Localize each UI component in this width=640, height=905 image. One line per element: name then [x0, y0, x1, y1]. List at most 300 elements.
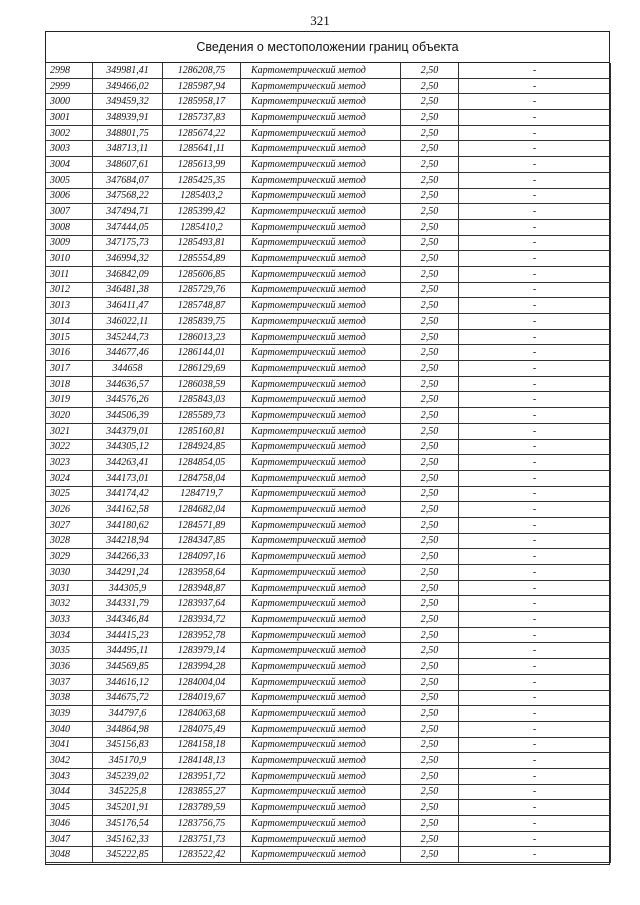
method-cell: Картометрический метод: [241, 486, 401, 502]
y-coordinate-cell: 1286144,01: [163, 345, 241, 361]
table-row: [46, 188, 611, 204]
accuracy-cell: 2,50: [401, 78, 459, 94]
note-cell: -: [459, 408, 611, 424]
y-coordinate-cell: 1286013,23: [163, 329, 241, 345]
y-coordinate-cell: 1285160,81: [163, 423, 241, 439]
note-cell: -: [459, 204, 611, 220]
note-cell: -: [459, 141, 611, 157]
method-cell: Картометрический метод: [241, 314, 401, 330]
method-cell: Картометрический метод: [241, 580, 401, 596]
method-cell: Картометрический метод: [241, 251, 401, 267]
note-cell: -: [459, 768, 611, 784]
x-coordinate-cell: 344616,12: [93, 674, 163, 690]
y-coordinate-cell: 1284097,16: [163, 549, 241, 565]
point-number-cell: 3032: [46, 596, 93, 612]
accuracy-cell: 2,50: [401, 580, 459, 596]
accuracy-cell: 2,50: [401, 141, 459, 157]
note-cell: -: [459, 188, 611, 204]
point-number-cell: 3040: [46, 721, 93, 737]
note-cell: -: [459, 345, 611, 361]
accuracy-cell: 2,50: [401, 517, 459, 533]
method-cell: Картометрический метод: [241, 94, 401, 110]
y-coordinate-cell: 1285554,89: [163, 251, 241, 267]
x-coordinate-cell: 345176,54: [93, 816, 163, 832]
x-coordinate-cell: 345239,02: [93, 768, 163, 784]
table-row: [46, 753, 611, 769]
method-cell: Картометрический метод: [241, 125, 401, 141]
point-number-cell: 3010: [46, 251, 93, 267]
y-coordinate-cell: 1285613,99: [163, 157, 241, 173]
x-coordinate-cell: 344864,98: [93, 721, 163, 737]
section-title: Сведения о местоположении границ объекта: [46, 32, 609, 63]
point-number-cell: 3029: [46, 549, 93, 565]
y-coordinate-cell: 1285958,17: [163, 94, 241, 110]
method-cell: Картометрический метод: [241, 612, 401, 628]
y-coordinate-cell: 1283522,42: [163, 847, 241, 863]
method-cell: Картометрический метод: [241, 627, 401, 643]
table-row: [46, 172, 611, 188]
point-number-cell: 3004: [46, 157, 93, 173]
note-cell: -: [459, 549, 611, 565]
x-coordinate-cell: 346411,47: [93, 298, 163, 314]
table-row: [46, 565, 611, 581]
accuracy-cell: 2,50: [401, 768, 459, 784]
accuracy-cell: 2,50: [401, 439, 459, 455]
note-cell: -: [459, 314, 611, 330]
x-coordinate-cell: 347684,07: [93, 172, 163, 188]
accuracy-cell: 2,50: [401, 94, 459, 110]
y-coordinate-cell: 1284854,05: [163, 455, 241, 471]
note-cell: -: [459, 831, 611, 847]
table-row: [46, 141, 611, 157]
method-cell: Картометрический метод: [241, 361, 401, 377]
x-coordinate-cell: 345170,9: [93, 753, 163, 769]
table-row: [46, 298, 611, 314]
note-cell: -: [459, 298, 611, 314]
accuracy-cell: 2,50: [401, 157, 459, 173]
method-cell: Картометрический метод: [241, 439, 401, 455]
point-number-cell: 3018: [46, 376, 93, 392]
x-coordinate-cell: 347175,73: [93, 235, 163, 251]
table-row: [46, 329, 611, 345]
point-number-cell: 3034: [46, 627, 93, 643]
note-cell: -: [459, 502, 611, 518]
coordinates-table-body: [46, 63, 611, 863]
table-row: [46, 831, 611, 847]
method-cell: Картометрический метод: [241, 784, 401, 800]
y-coordinate-cell: 1283951,72: [163, 768, 241, 784]
accuracy-cell: 2,50: [401, 298, 459, 314]
x-coordinate-cell: 349466,02: [93, 78, 163, 94]
accuracy-cell: 2,50: [401, 549, 459, 565]
y-coordinate-cell: 1285641,11: [163, 141, 241, 157]
note-cell: -: [459, 706, 611, 722]
method-cell: Картометрический метод: [241, 737, 401, 753]
point-number-cell: 3038: [46, 690, 93, 706]
y-coordinate-cell: 1285425,35: [163, 172, 241, 188]
note-cell: -: [459, 517, 611, 533]
y-coordinate-cell: 1283979,14: [163, 643, 241, 659]
method-cell: Картометрический метод: [241, 721, 401, 737]
point-number-cell: 3041: [46, 737, 93, 753]
table-row: [46, 235, 611, 251]
note-cell: -: [459, 235, 611, 251]
point-number-cell: 3005: [46, 172, 93, 188]
point-number-cell: 3014: [46, 314, 93, 330]
accuracy-cell: 2,50: [401, 408, 459, 424]
x-coordinate-cell: 345201,91: [93, 800, 163, 816]
table-row: [46, 674, 611, 690]
accuracy-cell: 2,50: [401, 565, 459, 581]
point-number-cell: 3030: [46, 565, 93, 581]
x-coordinate-cell: 346022,11: [93, 314, 163, 330]
accuracy-cell: 2,50: [401, 674, 459, 690]
method-cell: Картометрический метод: [241, 565, 401, 581]
accuracy-cell: 2,50: [401, 63, 459, 78]
y-coordinate-cell: 1284004,04: [163, 674, 241, 690]
accuracy-cell: 2,50: [401, 172, 459, 188]
note-cell: -: [459, 172, 611, 188]
table-row: [46, 847, 611, 863]
accuracy-cell: 2,50: [401, 376, 459, 392]
point-number-cell: 3013: [46, 298, 93, 314]
x-coordinate-cell: 344180,62: [93, 517, 163, 533]
y-coordinate-cell: 1283789,59: [163, 800, 241, 816]
point-number-cell: 2998: [46, 63, 93, 78]
method-cell: Картометрический метод: [241, 643, 401, 659]
table-row: [46, 659, 611, 675]
note-cell: -: [459, 251, 611, 267]
note-cell: -: [459, 94, 611, 110]
table-row: [46, 580, 611, 596]
y-coordinate-cell: 1284347,85: [163, 533, 241, 549]
y-coordinate-cell: 1285843,03: [163, 392, 241, 408]
table-row: [46, 266, 611, 282]
table-row: [46, 643, 611, 659]
point-number-cell: 3048: [46, 847, 93, 863]
accuracy-cell: 2,50: [401, 314, 459, 330]
point-number-cell: 3042: [46, 753, 93, 769]
table-row: [46, 392, 611, 408]
y-coordinate-cell: 1284924,85: [163, 439, 241, 455]
y-coordinate-cell: 1284682,04: [163, 502, 241, 518]
note-cell: -: [459, 219, 611, 235]
note-cell: -: [459, 361, 611, 377]
x-coordinate-cell: 344506,39: [93, 408, 163, 424]
point-number-cell: 2999: [46, 78, 93, 94]
x-coordinate-cell: 349981,41: [93, 63, 163, 78]
point-number-cell: 3033: [46, 612, 93, 628]
method-cell: Картометрический метод: [241, 470, 401, 486]
y-coordinate-cell: 1285729,76: [163, 282, 241, 298]
table-row: [46, 627, 611, 643]
accuracy-cell: 2,50: [401, 392, 459, 408]
table-row: [46, 612, 611, 628]
accuracy-cell: 2,50: [401, 282, 459, 298]
method-cell: Картометрический метод: [241, 768, 401, 784]
point-number-cell: 3012: [46, 282, 93, 298]
table-row: [46, 549, 611, 565]
note-cell: -: [459, 612, 611, 628]
y-coordinate-cell: 1283994,28: [163, 659, 241, 675]
method-cell: Картометрический метод: [241, 345, 401, 361]
y-coordinate-cell: 1285606,85: [163, 266, 241, 282]
note-cell: -: [459, 157, 611, 173]
table-row: [46, 125, 611, 141]
y-coordinate-cell: 1284075,49: [163, 721, 241, 737]
y-coordinate-cell: 1284571,89: [163, 517, 241, 533]
accuracy-cell: 2,50: [401, 706, 459, 722]
note-cell: -: [459, 753, 611, 769]
accuracy-cell: 2,50: [401, 188, 459, 204]
point-number-cell: 3047: [46, 831, 93, 847]
note-cell: -: [459, 690, 611, 706]
table-row: [46, 251, 611, 267]
y-coordinate-cell: 1286129,69: [163, 361, 241, 377]
point-number-cell: 3008: [46, 219, 93, 235]
note-cell: -: [459, 470, 611, 486]
method-cell: Картометрический метод: [241, 78, 401, 94]
point-number-cell: 3007: [46, 204, 93, 220]
y-coordinate-cell: 1285987,94: [163, 78, 241, 94]
note-cell: -: [459, 266, 611, 282]
y-coordinate-cell: 1284719,7: [163, 486, 241, 502]
table-row: [46, 768, 611, 784]
note-cell: -: [459, 125, 611, 141]
y-coordinate-cell: 1285493,81: [163, 235, 241, 251]
point-number-cell: 3031: [46, 580, 93, 596]
method-cell: Картометрический метод: [241, 298, 401, 314]
note-cell: -: [459, 533, 611, 549]
point-number-cell: 3009: [46, 235, 93, 251]
y-coordinate-cell: 1285839,75: [163, 314, 241, 330]
y-coordinate-cell: 1283948,87: [163, 580, 241, 596]
note-cell: -: [459, 329, 611, 345]
table-row: [46, 94, 611, 110]
x-coordinate-cell: 348939,91: [93, 110, 163, 126]
note-cell: -: [459, 423, 611, 439]
note-cell: -: [459, 659, 611, 675]
method-cell: Картометрический метод: [241, 800, 401, 816]
method-cell: Картометрический метод: [241, 110, 401, 126]
method-cell: Картометрический метод: [241, 172, 401, 188]
x-coordinate-cell: 344291,24: [93, 565, 163, 581]
note-cell: -: [459, 110, 611, 126]
table-row: [46, 345, 611, 361]
x-coordinate-cell: 344495,11: [93, 643, 163, 659]
table-row: [46, 533, 611, 549]
table-row: [46, 314, 611, 330]
note-cell: -: [459, 439, 611, 455]
accuracy-cell: 2,50: [401, 690, 459, 706]
accuracy-cell: 2,50: [401, 800, 459, 816]
table-row: [46, 282, 611, 298]
x-coordinate-cell: 344636,57: [93, 376, 163, 392]
accuracy-cell: 2,50: [401, 470, 459, 486]
point-number-cell: 3001: [46, 110, 93, 126]
table-row: [46, 816, 611, 832]
table-row: [46, 470, 611, 486]
x-coordinate-cell: 345156,83: [93, 737, 163, 753]
x-coordinate-cell: 347494,71: [93, 204, 163, 220]
accuracy-cell: 2,50: [401, 125, 459, 141]
x-coordinate-cell: 348801,75: [93, 125, 163, 141]
point-number-cell: 3028: [46, 533, 93, 549]
method-cell: Картометрический метод: [241, 517, 401, 533]
point-number-cell: 3025: [46, 486, 93, 502]
accuracy-cell: 2,50: [401, 266, 459, 282]
y-coordinate-cell: 1285410,2: [163, 219, 241, 235]
accuracy-cell: 2,50: [401, 219, 459, 235]
point-number-cell: 3015: [46, 329, 93, 345]
accuracy-cell: 2,50: [401, 816, 459, 832]
accuracy-cell: 2,50: [401, 423, 459, 439]
accuracy-cell: 2,50: [401, 753, 459, 769]
method-cell: Картометрический метод: [241, 329, 401, 345]
note-cell: -: [459, 376, 611, 392]
table-row: [46, 784, 611, 800]
note-cell: -: [459, 847, 611, 863]
coordinates-table: [45, 63, 611, 863]
method-cell: Картометрический метод: [241, 157, 401, 173]
method-cell: Картометрический метод: [241, 659, 401, 675]
note-cell: -: [459, 737, 611, 753]
table-row: [46, 361, 611, 377]
point-number-cell: 3017: [46, 361, 93, 377]
note-cell: -: [459, 455, 611, 471]
x-coordinate-cell: 344331,79: [93, 596, 163, 612]
accuracy-cell: 2,50: [401, 204, 459, 220]
table-row: [46, 376, 611, 392]
method-cell: Картометрический метод: [241, 63, 401, 78]
x-coordinate-cell: 344305,12: [93, 439, 163, 455]
x-coordinate-cell: 344415,23: [93, 627, 163, 643]
accuracy-cell: 2,50: [401, 502, 459, 518]
point-number-cell: 3019: [46, 392, 93, 408]
x-coordinate-cell: 344379,01: [93, 423, 163, 439]
note-cell: -: [459, 627, 611, 643]
point-number-cell: 3022: [46, 439, 93, 455]
y-coordinate-cell: 1283952,78: [163, 627, 241, 643]
x-coordinate-cell: 348607,61: [93, 157, 163, 173]
accuracy-cell: 2,50: [401, 847, 459, 863]
note-cell: -: [459, 282, 611, 298]
accuracy-cell: 2,50: [401, 659, 459, 675]
note-cell: -: [459, 596, 611, 612]
x-coordinate-cell: 346481,38: [93, 282, 163, 298]
point-number-cell: 3021: [46, 423, 93, 439]
method-cell: Картометрический метод: [241, 376, 401, 392]
point-number-cell: 3011: [46, 266, 93, 282]
accuracy-cell: 2,50: [401, 345, 459, 361]
point-number-cell: 3000: [46, 94, 93, 110]
accuracy-cell: 2,50: [401, 596, 459, 612]
method-cell: Картометрический метод: [241, 847, 401, 863]
table-row: [46, 219, 611, 235]
accuracy-cell: 2,50: [401, 784, 459, 800]
y-coordinate-cell: 1284758,04: [163, 470, 241, 486]
x-coordinate-cell: 344576,26: [93, 392, 163, 408]
y-coordinate-cell: 1285403,2: [163, 188, 241, 204]
method-cell: Картометрический метод: [241, 204, 401, 220]
note-cell: -: [459, 78, 611, 94]
accuracy-cell: 2,50: [401, 533, 459, 549]
point-number-cell: 3020: [46, 408, 93, 424]
accuracy-cell: 2,50: [401, 329, 459, 345]
table-row: [46, 721, 611, 737]
method-cell: Картометрический метод: [241, 831, 401, 847]
point-number-cell: 3003: [46, 141, 93, 157]
accuracy-cell: 2,50: [401, 627, 459, 643]
x-coordinate-cell: 344162,58: [93, 502, 163, 518]
accuracy-cell: 2,50: [401, 110, 459, 126]
method-cell: Картометрический метод: [241, 690, 401, 706]
y-coordinate-cell: 1286038,59: [163, 376, 241, 392]
table-row: [46, 596, 611, 612]
point-number-cell: 3037: [46, 674, 93, 690]
table-row: [46, 423, 611, 439]
table-row: [46, 157, 611, 173]
y-coordinate-cell: 1285674,22: [163, 125, 241, 141]
table-row: [46, 455, 611, 471]
x-coordinate-cell: 344675,72: [93, 690, 163, 706]
method-cell: Картометрический метод: [241, 816, 401, 832]
accuracy-cell: 2,50: [401, 486, 459, 502]
accuracy-cell: 2,50: [401, 831, 459, 847]
x-coordinate-cell: 344346,84: [93, 612, 163, 628]
method-cell: Картометрический метод: [241, 455, 401, 471]
table-row: [46, 408, 611, 424]
note-cell: -: [459, 643, 611, 659]
method-cell: Картометрический метод: [241, 408, 401, 424]
note-cell: -: [459, 674, 611, 690]
y-coordinate-cell: 1283751,73: [163, 831, 241, 847]
y-coordinate-cell: 1283756,75: [163, 816, 241, 832]
method-cell: Картометрический метод: [241, 549, 401, 565]
note-cell: -: [459, 784, 611, 800]
x-coordinate-cell: 347568,22: [93, 188, 163, 204]
method-cell: Картометрический метод: [241, 392, 401, 408]
point-number-cell: 3002: [46, 125, 93, 141]
x-coordinate-cell: 344218,94: [93, 533, 163, 549]
x-coordinate-cell: 346994,32: [93, 251, 163, 267]
method-cell: Картометрический метод: [241, 141, 401, 157]
method-cell: Картометрический метод: [241, 282, 401, 298]
method-cell: Картометрический метод: [241, 533, 401, 549]
y-coordinate-cell: 1286208,75: [163, 63, 241, 78]
x-coordinate-cell: 349459,32: [93, 94, 163, 110]
note-cell: -: [459, 565, 611, 581]
note-cell: -: [459, 392, 611, 408]
table-row: [46, 486, 611, 502]
method-cell: Картометрический метод: [241, 706, 401, 722]
y-coordinate-cell: 1284148,13: [163, 753, 241, 769]
accuracy-cell: 2,50: [401, 643, 459, 659]
y-coordinate-cell: 1285589,73: [163, 408, 241, 424]
x-coordinate-cell: 344305,9: [93, 580, 163, 596]
point-number-cell: 3046: [46, 816, 93, 832]
note-cell: -: [459, 721, 611, 737]
note-cell: -: [459, 816, 611, 832]
accuracy-cell: 2,50: [401, 235, 459, 251]
accuracy-cell: 2,50: [401, 612, 459, 628]
accuracy-cell: 2,50: [401, 361, 459, 377]
accuracy-cell: 2,50: [401, 455, 459, 471]
x-coordinate-cell: 346842,09: [93, 266, 163, 282]
y-coordinate-cell: 1284063,68: [163, 706, 241, 722]
x-coordinate-cell: 348713,11: [93, 141, 163, 157]
point-number-cell: 3024: [46, 470, 93, 486]
